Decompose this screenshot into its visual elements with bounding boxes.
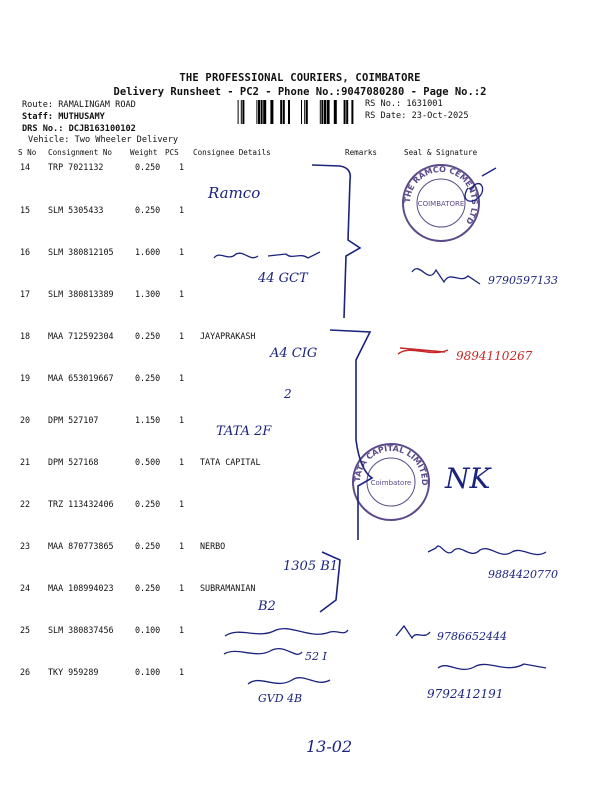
- col-pcs: PCS: [165, 148, 179, 157]
- row-weight: 1.600: [135, 247, 161, 257]
- row-weight: 0.100: [135, 667, 161, 677]
- signature-slm: [224, 629, 348, 655]
- row-weight: 0.250: [135, 205, 161, 215]
- row-pcs: 1: [179, 583, 185, 593]
- rs-no-label: RS No.:: [365, 99, 402, 109]
- row-consignee: JAYAPRAKASH: [200, 331, 256, 341]
- row-pcs: 1: [179, 289, 185, 299]
- signature-tick: [396, 626, 430, 638]
- signature-nerbo: [428, 546, 546, 554]
- hw-52: 52 I: [305, 650, 327, 663]
- row-weight: 0.500: [135, 457, 161, 467]
- col-remarks: Remarks: [345, 148, 378, 157]
- row-pcs: 1: [179, 331, 185, 341]
- hw-phone2: 9894110267: [456, 349, 533, 363]
- row-consignment-no: DPM 527107: [48, 415, 99, 425]
- rs-date-value: 23-Oct-2025: [411, 111, 469, 121]
- red-scribble: [398, 348, 448, 354]
- vehicle-label: Vehicle:: [28, 135, 70, 145]
- row-sno: 15: [20, 205, 31, 215]
- row-pcs: 1: [179, 415, 185, 425]
- staff-value: MUTHUSAMY: [58, 112, 105, 122]
- row-consignment-no: MAA 870773865: [48, 541, 114, 551]
- ramco-stamp-text: THE RAMCO CEMENTS LTD: [402, 164, 480, 226]
- row-sno: 22: [20, 499, 31, 509]
- row-consignment-no: SLM 380837456: [48, 625, 114, 635]
- rs-date-label: RS Date:: [365, 111, 407, 121]
- hw-phone4: 9786652444: [437, 630, 507, 643]
- row-sno: 17: [20, 289, 31, 299]
- row-weight: 0.250: [135, 373, 161, 383]
- hw-gvd: GVD 4B: [258, 692, 303, 705]
- col-sno: S No: [18, 148, 37, 157]
- hw-2: 2: [284, 387, 292, 401]
- signature-tky: [248, 664, 546, 684]
- row-pcs: 1: [179, 667, 185, 677]
- row-consignment-no: MAA 712592304: [48, 331, 114, 341]
- svg-text:THE RAMCO CEMENTS LTD: [403, 165, 479, 226]
- row-pcs: 1: [179, 541, 185, 551]
- ramco-stamp-center: COIMBATORE: [417, 200, 465, 208]
- hw-phone3: 9884420770: [488, 568, 558, 581]
- row-sno: 19: [20, 373, 31, 383]
- col-consignee: Consignee Details: [193, 148, 271, 157]
- drs-value: DCJB163100102: [68, 124, 136, 134]
- signature-tamil-1: [214, 252, 320, 258]
- row-sno: 16: [20, 247, 31, 257]
- row-weight: 0.250: [135, 162, 161, 172]
- hw-ramco: Ramco: [208, 184, 261, 202]
- row-sno: 20: [20, 415, 31, 425]
- col-weight: Weight: [130, 148, 158, 157]
- rs-no-value: 1631001: [406, 99, 443, 109]
- row-sno: 23: [20, 541, 31, 551]
- row-consignment-no: DPM 527168: [48, 457, 99, 467]
- hw-bottom-number: 13-02: [306, 737, 353, 756]
- row-consignment-no: TKY 959289: [48, 667, 99, 677]
- col-consignment: Consignment No: [48, 148, 113, 157]
- tata-stamp-center: Coimbatore: [370, 479, 412, 487]
- hw-44-gct: 44 GCT: [258, 271, 308, 286]
- row-weight: 1.300: [135, 289, 161, 299]
- drs-label: DRS No.:: [22, 124, 64, 134]
- row-weight: 0.100: [135, 625, 161, 635]
- row-pcs: 1: [179, 625, 185, 635]
- hw-tata-2f: TATA 2F: [216, 424, 272, 439]
- route-label: Route:: [22, 100, 54, 110]
- hw-a4-cig: A4 CIG: [270, 346, 318, 361]
- row-consignee: NERBO: [200, 541, 226, 551]
- runsheet-subtitle: Delivery Runsheet - PC2 - Phone No.:9047080280 - Page No.:2: [113, 86, 487, 98]
- row-sno: 14: [20, 162, 31, 172]
- row-consignment-no: MAA 108994023: [48, 583, 114, 593]
- row-consignment-no: TRZ 113432406: [48, 499, 114, 509]
- bracket-top: [312, 165, 360, 318]
- row-weight: 0.250: [135, 331, 161, 341]
- row-sno: 26: [20, 667, 31, 677]
- bracket-mid: [330, 330, 372, 540]
- row-consignment-no: SLM 5305433: [48, 205, 104, 215]
- row-pcs: 1: [179, 247, 185, 257]
- route-value: RAMALINGAM ROAD: [58, 100, 136, 110]
- row-pcs: 1: [179, 373, 185, 383]
- row-consignment-no: SLM 380812105: [48, 247, 114, 257]
- hw-nk-signature: NK: [445, 462, 491, 495]
- hw-phone5: 9792412191: [427, 687, 504, 701]
- row-weight: 0.250: [135, 541, 161, 551]
- row-sno: 21: [20, 457, 31, 467]
- row-consignment-no: TRP 7021132: [48, 162, 104, 172]
- col-seal-signature: Seal & Signature: [404, 148, 478, 157]
- staff-label: Staff:: [22, 112, 54, 122]
- row-consignee: SUBRAMANIAN: [200, 583, 256, 593]
- signature-top-right: [412, 269, 480, 284]
- hw-phone1: 9790597133: [488, 274, 558, 287]
- vehicle-value: Two Wheeler Delivery: [74, 135, 179, 145]
- row-sno: 25: [20, 625, 31, 635]
- row-weight: 1.150: [135, 415, 161, 425]
- row-sno: 24: [20, 583, 31, 593]
- company-title: THE PROFESSIONAL COURIERS, COIMBATORE: [179, 72, 421, 84]
- row-consignee: TATA CAPITAL: [200, 457, 261, 467]
- row-pcs: 1: [179, 205, 185, 215]
- hw-1305-b1: 1305 B1: [283, 559, 339, 574]
- row-consignment-no: MAA 653019667: [48, 373, 114, 383]
- row-pcs: 1: [179, 162, 185, 172]
- ramco-stamp: [403, 165, 479, 241]
- row-pcs: 1: [179, 499, 185, 509]
- row-pcs: 1: [179, 457, 185, 467]
- row-consignment-no: SLM 380813389: [48, 289, 114, 299]
- row-weight: 0.250: [135, 499, 161, 509]
- hw-b2: B2: [258, 599, 276, 614]
- row-sno: 18: [20, 331, 31, 341]
- row-weight: 0.250: [135, 583, 161, 593]
- tata-stamp-text: TATA CAPITAL LIMITED: [352, 443, 430, 486]
